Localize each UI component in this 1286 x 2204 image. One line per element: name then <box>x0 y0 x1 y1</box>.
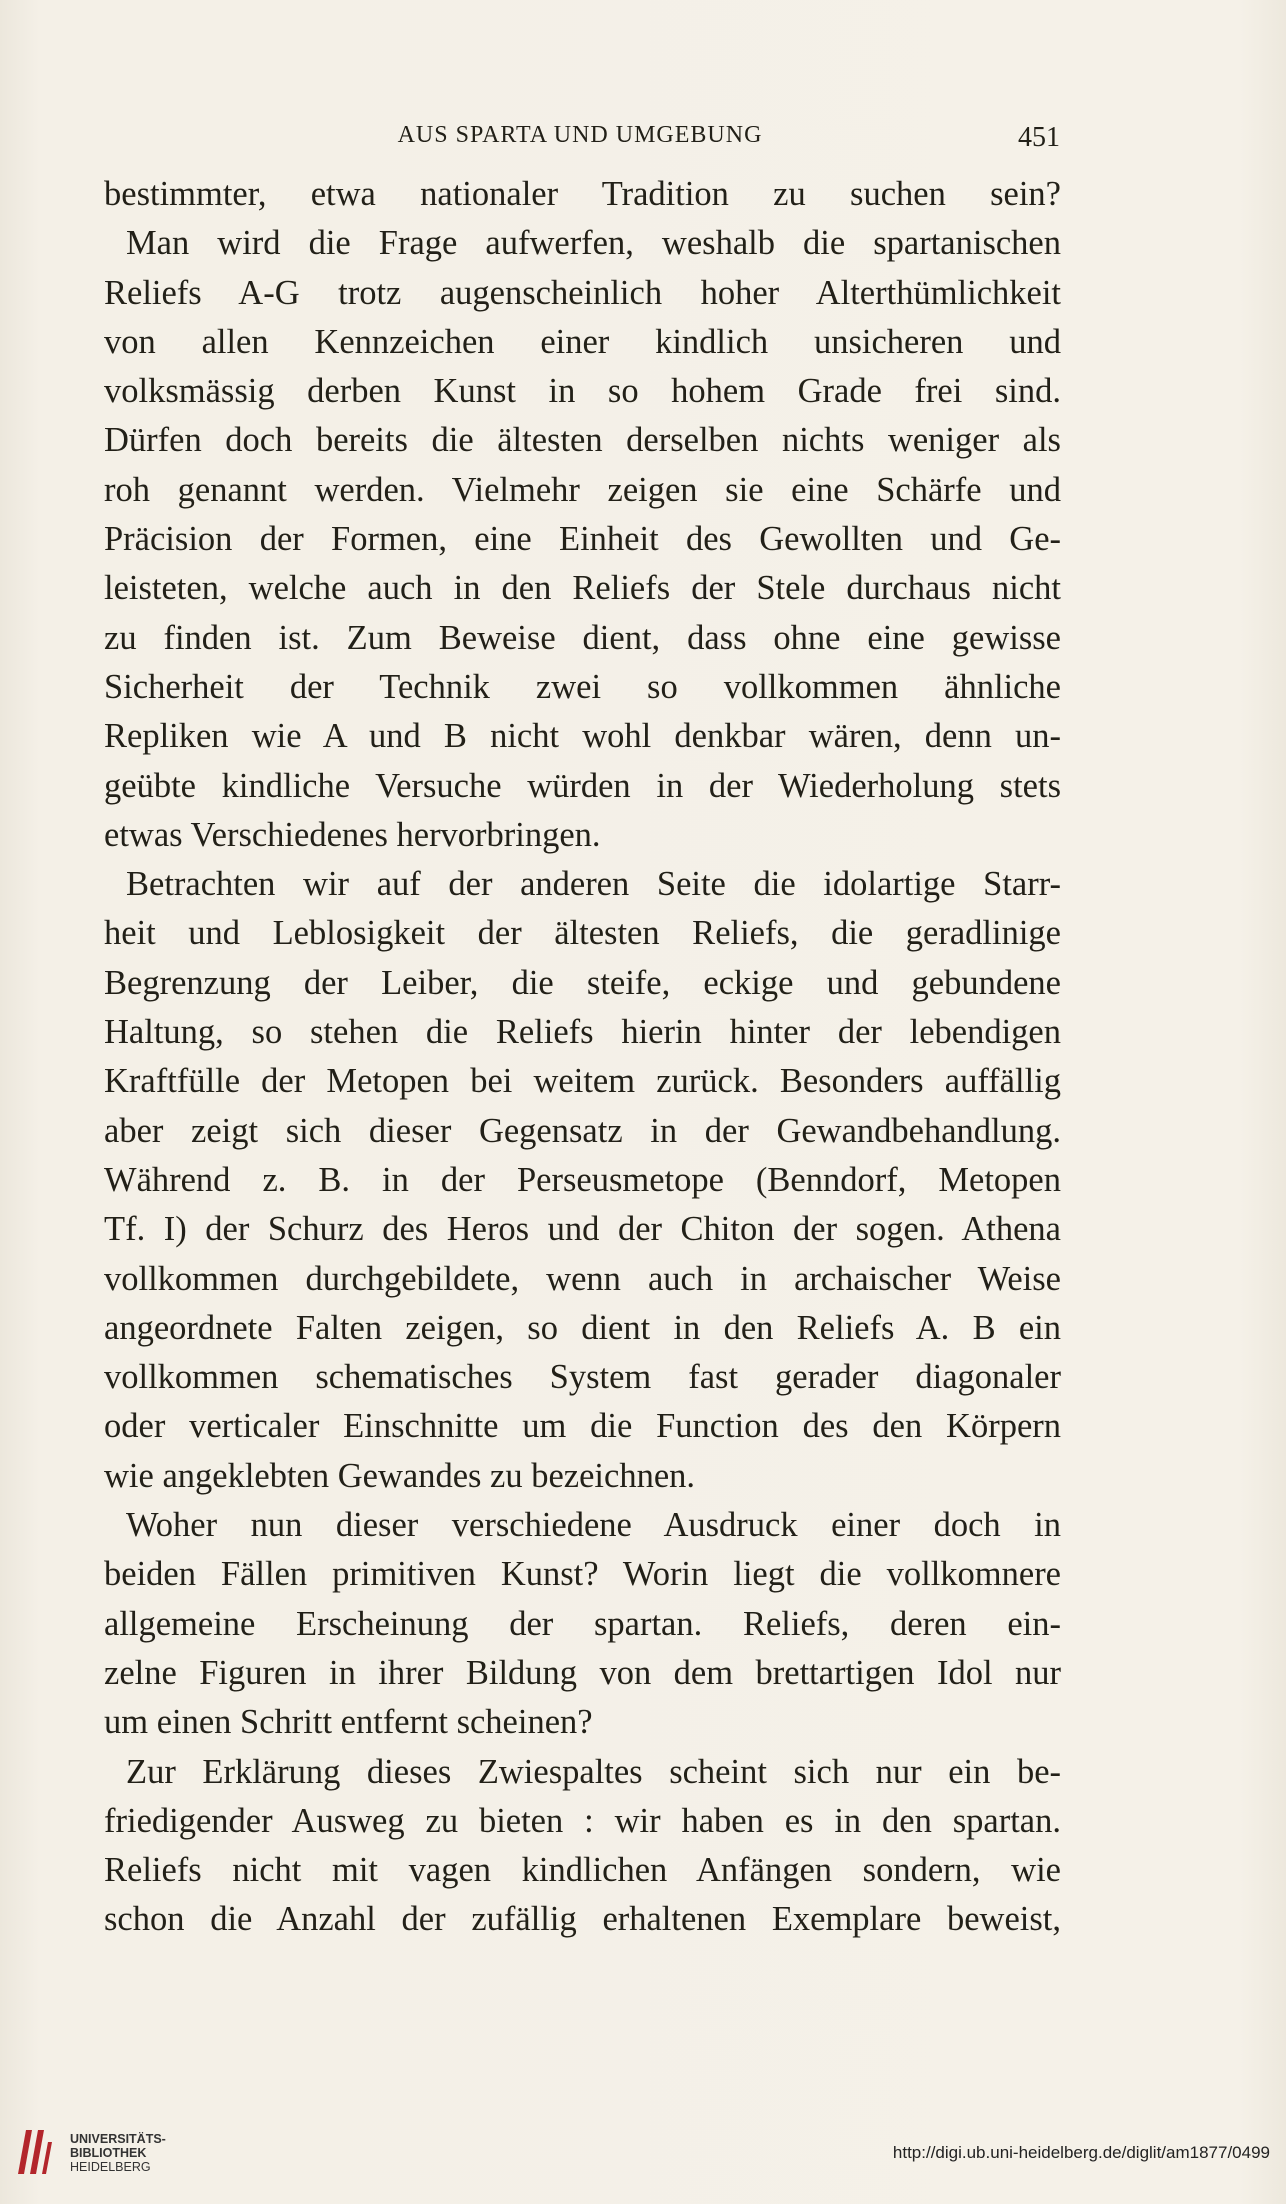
text-line: etwas Verschiedenes hervorbringen. <box>104 815 601 854</box>
text-line: von allen Kennzeichen einer kindlich unsicheren und <box>104 322 1061 361</box>
text-line: Haltung, so stehen die Reliefs hierin hinter der lebendigen <box>104 1013 1061 1052</box>
text-line: vollkommen schematisches System fast gerader diagonaler <box>104 1358 1061 1397</box>
text-line: volksmässig derben Kunst in so hohem Grade frei sind. <box>104 372 1061 411</box>
library-name-line: HEIDELBERG <box>70 2160 151 2174</box>
text-line: Woher nun dieser verschiedene Ausdruck einer doch in <box>126 1506 1061 1545</box>
running-head: AUS SPARTA UND UMGEBUNG <box>397 122 763 148</box>
source-url-link[interactable]: http://digi.ub.uni-heidelberg.de/diglit/am1877/0499 <box>892 2143 1270 2162</box>
library-name-line: BIBLIOTHEK <box>70 2146 147 2160</box>
text-line: Tf. I) der Schurz des Heros und der Chiton der sogen. Athena <box>104 1210 1061 1249</box>
text-line: beiden Fällen primitiven Kunst? Worin liegt die vollkomnere <box>104 1555 1061 1594</box>
text-line: allgemeine Erscheinung der spartan. Reliefs, deren ein- <box>104 1604 1061 1643</box>
text-line: Präcision der Formen, eine Einheit des Gewollten und Ge- <box>104 520 1061 559</box>
text-line: zelne Figuren in ihrer Bildung von dem brettartigen Idol nur <box>104 1653 1061 1692</box>
library-name-line: UNIVERSITÄTS- <box>70 2132 166 2146</box>
text-line: Dürfen doch bereits die ältesten derselben nichts weniger als <box>104 421 1061 460</box>
text-line: zu finden ist. Zum Beweise dient, dass ohne eine gewisse <box>104 618 1061 657</box>
text-line: wie angeklebten Gewandes zu bezeichnen. <box>104 1456 696 1495</box>
text-line: Man wird die Frage aufwerfen, weshalb die spartanischen <box>126 224 1061 263</box>
text-line: friedigender Ausweg zu bieten : wir haben es in den spartan. <box>104 1801 1061 1840</box>
library-name <box>70 2132 166 2174</box>
text-line: oder verticaler Einschnitte um die Function des den Körpern <box>104 1407 1061 1446</box>
text-line: Betrachten wir auf der anderen Seite die idolartige Starr- <box>126 865 1061 904</box>
body-text <box>104 170 1061 1945</box>
library-footer <box>0 2110 1286 2204</box>
text-line: angeordnete Falten zeigen, so dient in den Reliefs A. B ein <box>104 1308 1061 1347</box>
text-line: heit und Leblosigkeit der ältesten Reliefs, die geradlinige <box>104 914 1061 953</box>
text-line: Repliken wie A und B nicht wohl denkbar wären, denn un- <box>104 717 1061 756</box>
text-line: Reliefs A-G trotz augenscheinlich hoher Alterthümlichkeit <box>104 273 1061 312</box>
text-line: leisteten, welche auch in den Reliefs der Stele durchaus nicht <box>104 569 1061 608</box>
text-line: aber zeigt sich dieser Gegensatz in der Gewandbehandlung. <box>104 1111 1061 1150</box>
text-line: um einen Schritt entfernt scheinen? <box>104 1703 593 1742</box>
page-number: 451 <box>1018 122 1060 153</box>
text-line: roh genannt werden. Vielmehr zeigen sie eine Schärfe und <box>104 470 1061 509</box>
text-line: bestimmter, etwa nationaler Tradition zu suchen sein? <box>104 175 1061 213</box>
text-line: Begrenzung der Leiber, die steife, eckige und gebundene <box>104 963 1061 1002</box>
text-line: schon die Anzahl der zufällig erhaltenen Exemplare beweist, <box>104 1900 1061 1939</box>
text-line: Kraftfülle der Metopen bei weitem zurück. Besonders auffällig <box>104 1062 1061 1101</box>
text-line: Während z. B. in der Perseusmetope (Benndorf, Metopen <box>104 1160 1061 1199</box>
text-line: Zur Erklärung dieses Zwiespaltes scheint sich nur ein be- <box>126 1752 1061 1791</box>
page-header <box>100 118 1060 158</box>
text-line: vollkommen durchgebildete, wenn auch in archaischer Weise <box>104 1259 1061 1298</box>
university-library-logo-icon <box>14 2124 54 2178</box>
text-line: geübte kindliche Versuche würden in der Wiederholung stets <box>104 766 1061 805</box>
text-line: Reliefs nicht mit vagen kindlichen Anfängen sondern, wie <box>104 1851 1061 1890</box>
text-line: Sicherheit der Technik zwei so vollkommen ähnliche <box>104 667 1061 706</box>
